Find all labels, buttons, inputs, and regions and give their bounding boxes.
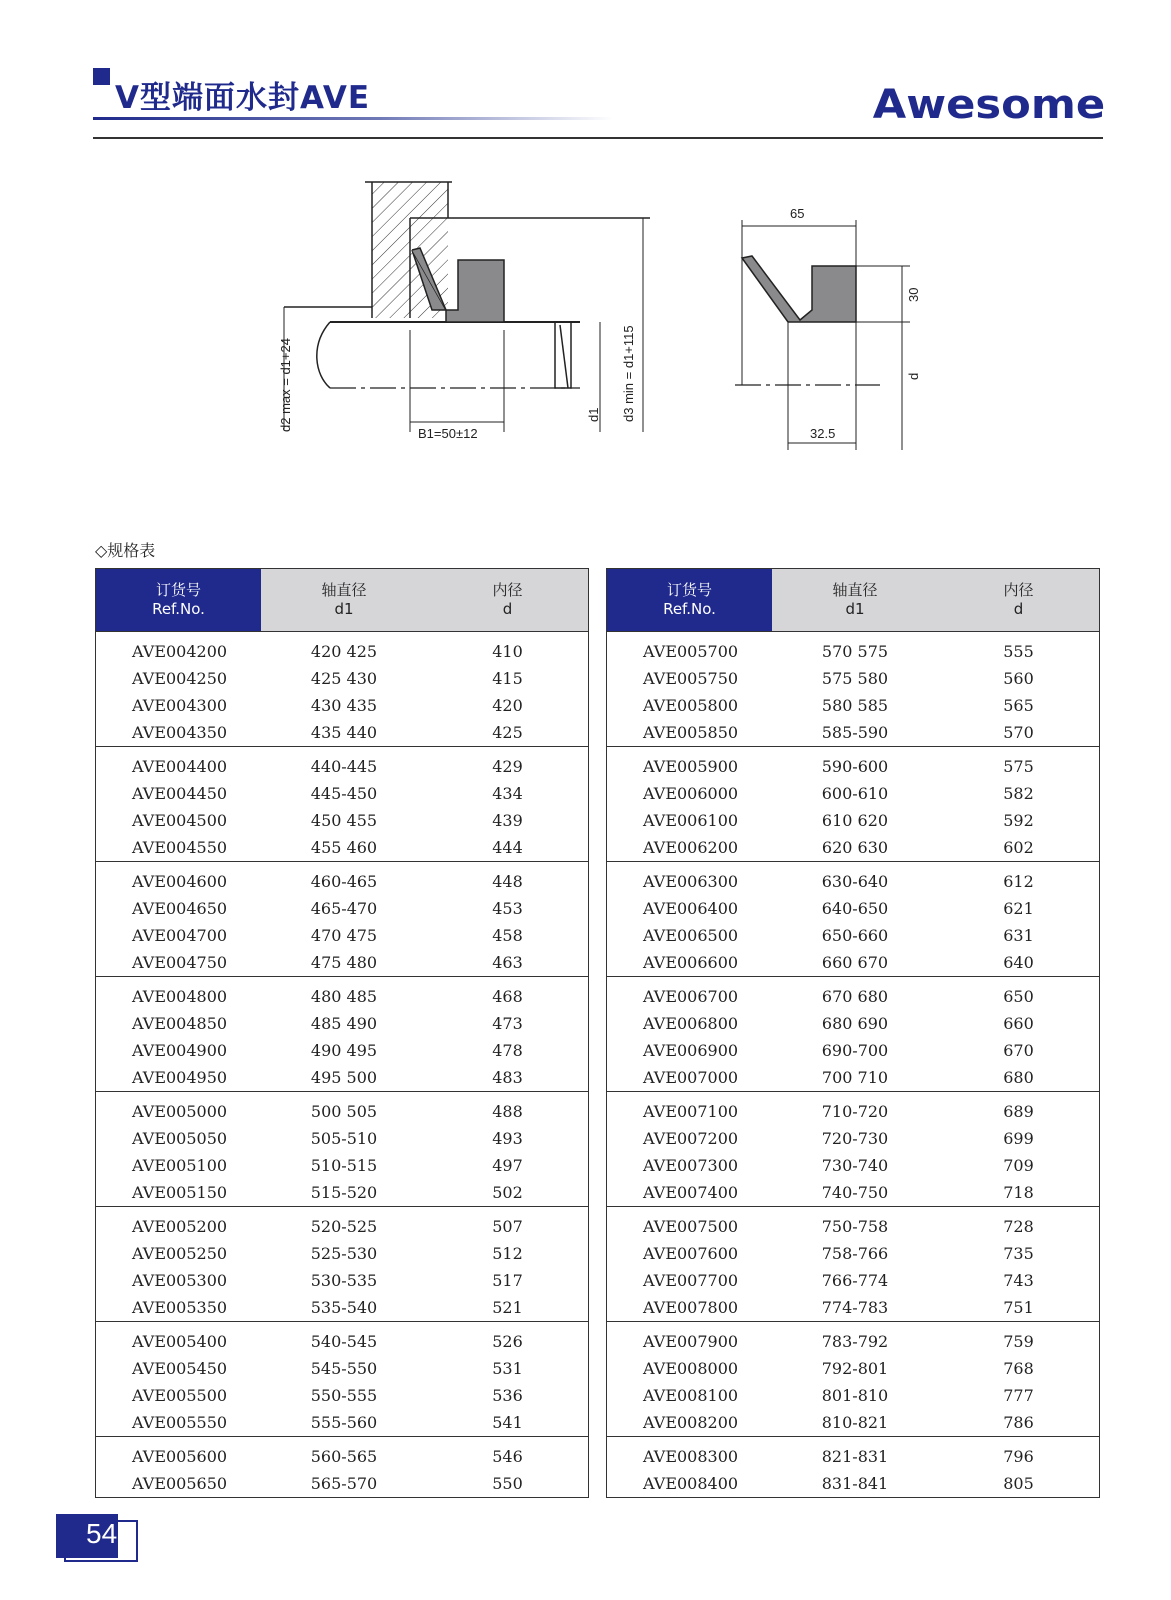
ref-no-cell: AVE004650	[132, 899, 228, 918]
inner-diameter-cell: 517	[492, 1271, 523, 1290]
table-row	[607, 719, 1100, 747]
inner-diameter-cell: 488	[492, 1102, 523, 1121]
table-row	[96, 692, 589, 719]
inner-diameter-cell: 689	[1003, 1102, 1034, 1121]
inner-diameter-cell: 502	[427, 1179, 589, 1207]
ref-no-cell: AVE005250	[132, 1244, 228, 1263]
table-row	[96, 868, 589, 895]
shaft-diameter-cell: 758-766	[821, 1244, 889, 1263]
ref-no-cell: AVE004300	[132, 696, 228, 715]
table-row	[96, 1470, 589, 1498]
inner-diameter-cell: 602	[938, 834, 1100, 862]
table-row	[96, 780, 589, 807]
table-row	[607, 692, 1100, 719]
shaft-diameter-cell: 831-841	[821, 1474, 889, 1493]
title-marker	[93, 68, 110, 85]
inner-diameter-cell: 478	[492, 1041, 523, 1060]
table-row	[607, 1443, 1100, 1470]
inner-diameter-cell: 434	[492, 784, 523, 803]
table-row	[96, 922, 589, 949]
inner-diameter-cell: 550	[492, 1474, 523, 1493]
ref-no-cell: AVE007200	[643, 1129, 739, 1148]
shaft-diameter-cell: 505-510	[310, 1129, 378, 1148]
d3-label: d3 min = d1+115	[621, 325, 636, 422]
ref-no-cell: AVE007100	[643, 1102, 739, 1121]
seal-section-view	[735, 220, 910, 450]
shaft-diameter-cell: 720-730	[821, 1129, 889, 1148]
shaft-diameter-cell: 465-470	[310, 899, 378, 918]
ref-no-cell: AVE006200	[607, 834, 773, 862]
inner-diameter-cell: 473	[492, 1014, 523, 1033]
ref-no-cell: AVE007300	[643, 1156, 739, 1175]
inner-diameter-cell: 507	[492, 1217, 523, 1236]
shaft-diameter-cell: 470 475	[310, 926, 378, 945]
inner-diameter-cell: 512	[492, 1244, 523, 1263]
ref-no-cell: AVE008100	[643, 1386, 739, 1405]
table-row	[96, 1098, 589, 1125]
table-row	[96, 1240, 589, 1267]
shaft-diameter-cell: 560-565	[310, 1447, 378, 1466]
table-row	[607, 1355, 1100, 1382]
shaft-diameter-cell: 420 425	[310, 642, 378, 661]
page-title: V型端面水封AVE	[115, 80, 371, 116]
shaft-diameter-cell: 530-535	[310, 1271, 378, 1290]
page-number-badge	[56, 1514, 146, 1558]
ref-no-cell: AVE005350	[96, 1294, 262, 1322]
header-ref: 订货号 Ref.No.	[96, 569, 262, 632]
table-row	[607, 753, 1100, 780]
ref-no-cell: AVE006400	[643, 899, 739, 918]
inner-diameter-cell: 680	[938, 1064, 1100, 1092]
ref-no-cell: AVE006500	[643, 926, 739, 945]
inner-diameter-cell: 541	[427, 1409, 589, 1437]
ref-no-cell: AVE005900	[643, 757, 739, 776]
table-row	[607, 780, 1100, 807]
table-row	[607, 1010, 1100, 1037]
table-row	[607, 1037, 1100, 1064]
shaft-diameter-cell: 610 620	[821, 811, 889, 830]
shaft-diameter-cell: 783-792	[821, 1332, 889, 1351]
shaft-diameter-cell: 774-783	[772, 1294, 938, 1322]
inner-diameter-cell: 718	[938, 1179, 1100, 1207]
ref-no-cell: AVE008200	[607, 1409, 773, 1437]
inner-diameter-cell: 631	[1003, 926, 1034, 945]
table-row	[96, 983, 589, 1010]
shaft-diameter-cell: 445-450	[310, 784, 378, 803]
ref-no-cell: AVE006000	[643, 784, 739, 803]
ref-no-cell: AVE004700	[132, 926, 228, 945]
inner-diameter-cell: 531	[492, 1359, 523, 1378]
table-row	[96, 1382, 589, 1409]
shaft-diameter-cell: 640-650	[821, 899, 889, 918]
ref-no-cell: AVE007700	[643, 1271, 739, 1290]
ref-no-cell: AVE005750	[643, 669, 739, 688]
title-underline	[93, 117, 613, 120]
shaft-diameter-cell: 740-750	[772, 1179, 938, 1207]
inner-diameter-cell: 575	[1003, 757, 1034, 776]
inner-diameter-cell: 526	[492, 1332, 523, 1351]
table-row	[96, 1152, 589, 1179]
inner-diameter-cell: 670	[1003, 1041, 1034, 1060]
table-row	[607, 834, 1100, 862]
table-row	[96, 719, 589, 747]
shaft-diameter-cell: 500 505	[310, 1102, 378, 1121]
shaft-diameter-cell: 485 490	[310, 1014, 378, 1033]
installation-view	[284, 182, 650, 432]
table-row	[607, 638, 1100, 665]
ref-no-cell: AVE005000	[132, 1102, 228, 1121]
spec-table-right	[606, 568, 1100, 1498]
inner-diameter-cell: 458	[492, 926, 523, 945]
ref-no-cell: AVE004800	[132, 987, 228, 1006]
shaft-diameter-cell: 700 710	[772, 1064, 938, 1092]
table-row	[96, 1443, 589, 1470]
inner-diameter-cell: 493	[492, 1129, 523, 1148]
ref-no-cell: AVE005550	[96, 1409, 262, 1437]
inner-diameter-cell: 555	[1003, 642, 1034, 661]
header-d1: 轴直径 d1	[772, 569, 938, 632]
shaft-diameter-cell: 520-525	[310, 1217, 378, 1236]
inner-diameter-cell: 650	[1003, 987, 1034, 1006]
table-row	[96, 753, 589, 780]
ref-no-cell: AVE006100	[643, 811, 739, 830]
table-row	[607, 1179, 1100, 1207]
ref-no-cell: AVE006700	[643, 987, 739, 1006]
brand-logo: Awesome	[872, 82, 1105, 128]
table-row	[607, 868, 1100, 895]
header-ref: 订货号 Ref.No.	[607, 569, 773, 632]
table-row	[96, 1064, 589, 1092]
shaft-diameter-cell: 540-545	[310, 1332, 378, 1351]
table-row	[607, 922, 1100, 949]
inner-diameter-cell: 768	[1003, 1359, 1034, 1378]
ref-no-cell: AVE007600	[643, 1244, 739, 1263]
ref-no-cell: AVE004250	[132, 669, 228, 688]
inner-diameter-cell: 796	[1003, 1447, 1034, 1466]
page-number: 541	[86, 1518, 133, 1549]
inner-diameter-cell: 582	[1003, 784, 1034, 803]
shaft-diameter-cell: 766-774	[821, 1271, 889, 1290]
ref-no-cell: AVE005150	[96, 1179, 262, 1207]
table-row	[607, 1267, 1100, 1294]
dim-d: d	[906, 372, 921, 380]
shaft-diameter-cell: 480 485	[310, 987, 378, 1006]
inner-diameter-cell: 483	[427, 1064, 589, 1092]
table-row	[607, 1382, 1100, 1409]
shaft-diameter-cell: 660 670	[772, 949, 938, 977]
ref-no-cell: AVE006600	[607, 949, 773, 977]
ref-no-cell: AVE008400	[643, 1474, 739, 1493]
table-row	[607, 807, 1100, 834]
inner-diameter-cell: 786	[938, 1409, 1100, 1437]
shaft-diameter-cell: 475 480	[261, 949, 427, 977]
inner-diameter-cell: 415	[492, 669, 523, 688]
inner-diameter-cell: 660	[1003, 1014, 1034, 1033]
ref-no-cell: AVE007500	[643, 1217, 739, 1236]
inner-diameter-cell: 699	[1003, 1129, 1034, 1148]
ref-no-cell: AVE006800	[643, 1014, 739, 1033]
table-row	[96, 1328, 589, 1355]
shaft-diameter-cell: 545-550	[310, 1359, 378, 1378]
table-row	[607, 1470, 1100, 1498]
inner-diameter-cell: 497	[492, 1156, 523, 1175]
ref-no-cell: AVE006300	[643, 872, 739, 891]
table-row	[96, 1179, 589, 1207]
ref-no-cell: AVE004950	[96, 1064, 262, 1092]
table-row	[607, 1152, 1100, 1179]
shaft-diameter-cell: 670 680	[821, 987, 889, 1006]
shaft-diameter-cell: 425 430	[310, 669, 378, 688]
ref-no-cell: AVE004750	[96, 949, 262, 977]
shaft-diameter-cell: 580 585	[821, 696, 889, 715]
inner-diameter-cell: 709	[1003, 1156, 1034, 1175]
table-row	[607, 1409, 1100, 1437]
ref-no-cell: AVE004900	[132, 1041, 228, 1060]
header-d1: 轴直径 d1	[261, 569, 427, 632]
inner-diameter-cell: 728	[1003, 1217, 1034, 1236]
inner-diameter-cell: 743	[1003, 1271, 1034, 1290]
ref-no-cell: AVE005200	[132, 1217, 228, 1236]
table-row	[96, 895, 589, 922]
ref-no-cell: AVE004850	[132, 1014, 228, 1033]
shaft-diameter-cell: 435 440	[261, 719, 427, 747]
shaft-diameter-cell: 495 500	[261, 1064, 427, 1092]
shaft-diameter-cell: 590-600	[821, 757, 889, 776]
inner-diameter-cell: 570	[938, 719, 1100, 747]
table-row	[96, 1125, 589, 1152]
dim-30: 30	[906, 287, 921, 302]
inner-diameter-cell: 777	[1003, 1386, 1034, 1405]
table-row	[607, 1213, 1100, 1240]
inner-diameter-cell: 612	[1003, 872, 1034, 891]
table-row	[607, 1294, 1100, 1322]
header-d: 内径 d	[938, 569, 1100, 632]
table-row	[96, 834, 589, 862]
table-row	[96, 1294, 589, 1322]
ref-no-cell: AVE005300	[132, 1271, 228, 1290]
shaft-diameter-cell: 460-465	[310, 872, 378, 891]
shaft-diameter-cell: 690-700	[821, 1041, 889, 1060]
ref-no-cell: AVE007800	[607, 1294, 773, 1322]
ref-no-cell: AVE004600	[132, 872, 228, 891]
inner-diameter-cell: 429	[492, 757, 523, 776]
inner-diameter-cell: 468	[492, 987, 523, 1006]
ref-no-cell: AVE005500	[132, 1386, 228, 1405]
ref-no-cell: AVE004350	[96, 719, 262, 747]
table-row	[96, 1409, 589, 1437]
spec-table-label: ◇规格表	[95, 541, 156, 560]
shaft-diameter-cell: 801-810	[821, 1386, 889, 1405]
inner-diameter-cell: 521	[427, 1294, 589, 1322]
ref-no-cell: AVE004550	[96, 834, 262, 862]
table-row	[96, 1355, 589, 1382]
shaft-diameter-cell: 535-540	[261, 1294, 427, 1322]
shaft-diameter-cell: 490 495	[310, 1041, 378, 1060]
ref-no-cell: AVE005700	[643, 642, 739, 661]
inner-diameter-cell: 536	[492, 1386, 523, 1405]
shaft-diameter-cell: 710-720	[821, 1102, 889, 1121]
table-row	[607, 983, 1100, 1010]
table-row	[607, 895, 1100, 922]
header-divider	[93, 137, 1103, 139]
shaft-diameter-cell: 440-445	[310, 757, 378, 776]
shaft-diameter-cell: 650-660	[821, 926, 889, 945]
shaft-diameter-cell: 525-530	[310, 1244, 378, 1263]
ref-no-cell: AVE005600	[132, 1447, 228, 1466]
table-row	[607, 1125, 1100, 1152]
inner-diameter-cell: 453	[492, 899, 523, 918]
ref-no-cell: AVE008000	[643, 1359, 739, 1378]
shaft-diameter-cell: 570 575	[821, 642, 889, 661]
shaft-diameter-cell: 821-831	[821, 1447, 889, 1466]
dim-32-5: 32.5	[810, 426, 836, 441]
ref-no-cell: AVE006900	[643, 1041, 739, 1060]
shaft-diameter-cell: 510-515	[310, 1156, 378, 1175]
ref-no-cell: AVE005650	[132, 1474, 228, 1493]
shaft-diameter-cell: 620 630	[772, 834, 938, 862]
inner-diameter-cell: 560	[1003, 669, 1034, 688]
technical-drawing	[0, 170, 1171, 470]
shaft-diameter-cell: 555-560	[261, 1409, 427, 1437]
ref-no-cell: AVE004400	[132, 757, 228, 776]
inner-diameter-cell: 751	[938, 1294, 1100, 1322]
ref-no-cell: AVE008300	[643, 1447, 739, 1466]
table-row	[96, 807, 589, 834]
ref-no-cell: AVE005400	[132, 1332, 228, 1351]
table-row	[96, 949, 589, 977]
shaft-diameter-cell: 430 435	[310, 696, 378, 715]
ref-no-cell: AVE005850	[607, 719, 773, 747]
inner-diameter-cell: 621	[1003, 899, 1034, 918]
shaft-diameter-cell: 792-801	[821, 1359, 889, 1378]
header-d: 内径 d	[427, 569, 589, 632]
b1-label: B1=50±12	[418, 426, 478, 441]
dim-65: 65	[790, 206, 805, 221]
d2-label: d2 max = d1+24	[278, 338, 293, 432]
inner-diameter-cell: 420	[492, 696, 523, 715]
inner-diameter-cell: 805	[1003, 1474, 1034, 1493]
inner-diameter-cell: 463	[427, 949, 589, 977]
table-row	[96, 1213, 589, 1240]
inner-diameter-cell: 439	[492, 811, 523, 830]
d1-label: d1	[586, 407, 601, 422]
inner-diameter-cell: 735	[1003, 1244, 1034, 1263]
table-row	[96, 1037, 589, 1064]
inner-diameter-cell: 759	[1003, 1332, 1034, 1351]
table-row	[607, 665, 1100, 692]
inner-diameter-cell: 640	[938, 949, 1100, 977]
ref-no-cell: AVE005450	[132, 1359, 228, 1378]
shaft-diameter-cell: 680 690	[821, 1014, 889, 1033]
table-row	[607, 949, 1100, 977]
inner-diameter-cell: 425	[427, 719, 589, 747]
ref-no-cell: AVE005800	[643, 696, 739, 715]
ref-no-cell: AVE005100	[132, 1156, 228, 1175]
shaft-diameter-cell: 730-740	[821, 1156, 889, 1175]
table-row	[96, 1267, 589, 1294]
table-row	[607, 1098, 1100, 1125]
table-row	[96, 638, 589, 665]
ref-no-cell: AVE007400	[607, 1179, 773, 1207]
inner-diameter-cell: 448	[492, 872, 523, 891]
table-row	[607, 1240, 1100, 1267]
shaft-diameter-cell: 565-570	[310, 1474, 378, 1493]
inner-diameter-cell: 546	[492, 1447, 523, 1466]
inner-diameter-cell: 444	[427, 834, 589, 862]
shaft-diameter-cell: 600-610	[821, 784, 889, 803]
shaft-diameter-cell: 750-758	[821, 1217, 889, 1236]
ref-no-cell: AVE007900	[643, 1332, 739, 1351]
ref-no-cell: AVE004450	[132, 784, 228, 803]
ref-no-cell: AVE004500	[132, 811, 228, 830]
shaft-diameter-cell: 455 460	[261, 834, 427, 862]
shaft-diameter-cell: 810-821	[772, 1409, 938, 1437]
table-row	[96, 665, 589, 692]
inner-diameter-cell: 565	[1003, 696, 1034, 715]
table-row	[96, 1010, 589, 1037]
shaft-diameter-cell: 630-640	[821, 872, 889, 891]
shaft-diameter-cell: 550-555	[310, 1386, 378, 1405]
table-row	[607, 1328, 1100, 1355]
ref-no-cell: AVE007000	[607, 1064, 773, 1092]
shaft-diameter-cell: 575 580	[821, 669, 889, 688]
shaft-diameter-cell: 515-520	[261, 1179, 427, 1207]
inner-diameter-cell: 410	[492, 642, 523, 661]
spec-table-left	[95, 568, 589, 1498]
inner-diameter-cell: 592	[1003, 811, 1034, 830]
ref-no-cell: AVE004200	[132, 642, 228, 661]
shaft-diameter-cell: 450 455	[310, 811, 378, 830]
table-row	[607, 1064, 1100, 1092]
ref-no-cell: AVE005050	[132, 1129, 228, 1148]
shaft-diameter-cell: 585-590	[772, 719, 938, 747]
